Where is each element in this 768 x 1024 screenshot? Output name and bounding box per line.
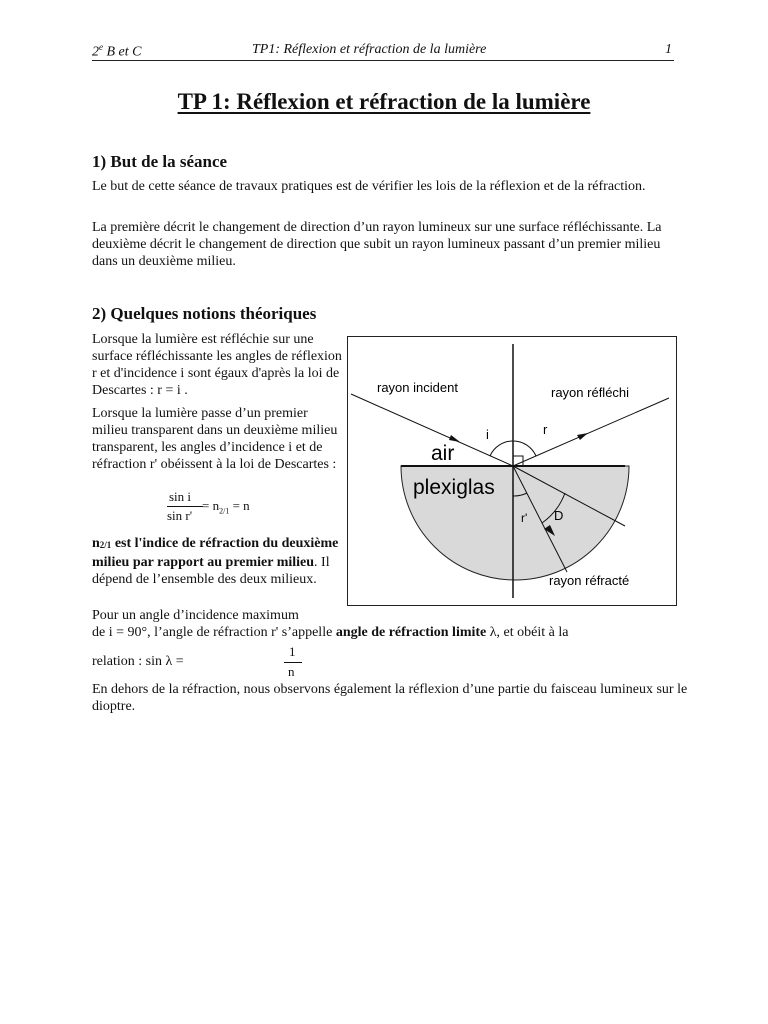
- section-1-paragraph-1: Le but de cette séance de travaux pratiques est de vérifier les lois de la réflexion et de la réfraction.: [92, 179, 646, 194]
- reflection-law-paragraph: Lorsque la lumière est réfléchie sur une surface réfléchissante les angles de réflexion r et d'incidence i sont égaux d'après la loi de Descartes : r = i .: [92, 332, 342, 398]
- formula-denominator: sin r': [167, 508, 193, 523]
- formula-rhs: = $n_{2/1} = n$: [202, 498, 250, 516]
- angle-i-label: i: [486, 427, 489, 442]
- page-number: 1: [665, 42, 672, 57]
- section-1-paragraph-2: La première décrit le changement de direction d’un rayon lumineux sur une surface réfléchissante. La deuxième décrit le changement de direction que subit un rayon lumineux passant d’un premier milieu dans un deuxième milieu.: [92, 220, 662, 269]
- index-definition-paragraph: $n_{2/1}$ est l'indice de réfraction du deuxième milieu par rapport au premier milieu. Il dépend de l’ensemble des deux milieux.: [92, 536, 339, 587]
- air-label: air: [431, 442, 455, 465]
- snell-formula: [165, 489, 305, 525]
- section-2-heading: 2) Quelques notions théoriques: [92, 304, 317, 323]
- angle-r-prime-label: r': [521, 511, 528, 525]
- limit-angle-line-2: de i = 90°, l’angle de réfraction r' s’appelle angle de réfraction limite λ, et obéit à la: [92, 625, 569, 640]
- relation-denominator: n: [288, 664, 295, 679]
- angle-r-label: r: [543, 422, 548, 437]
- running-header: [92, 42, 674, 61]
- header-class: 2e B et C: [92, 42, 142, 60]
- header-title: TP1: Réflexion et réfraction de la lumière: [252, 42, 487, 57]
- formula-numerator: sin i: [169, 489, 192, 504]
- partial-reflection-paragraph: En dehors de la réfraction, nous observons également la réflexion d’une partie du faisceau lumineux sur le dioptre.: [92, 682, 688, 714]
- refracted-ray-label: rayon réfracté: [549, 573, 630, 588]
- reflected-ray-label: rayon réfléchi: [551, 385, 630, 400]
- refraction-law-paragraph: Lorsque la lumière passe d’un premier milieu transparent dans un deuxième milieu transparent, les angles d’incidence i et de réfraction r' obéissent à la loi de Descartes :: [92, 406, 338, 472]
- refraction-diagram: [347, 336, 677, 606]
- angle-d-label: D: [554, 508, 564, 523]
- limit-angle-line-1: Pour un angle d’incidence maximum: [92, 608, 299, 623]
- relation-text: relation : sin λ =: [92, 654, 184, 669]
- limit-angle-relation: [92, 644, 392, 682]
- relation-numerator: 1: [289, 644, 296, 659]
- incident-ray-label: rayon incident: [377, 380, 458, 395]
- section-1-heading: 1) But de la séance: [92, 152, 228, 171]
- fraction-bar: [167, 506, 203, 507]
- fraction-bar: [284, 662, 302, 663]
- document-title: TP 1: Réflexion et réfraction de la lumière: [177, 89, 591, 114]
- plexiglas-label: plexiglas: [413, 476, 495, 499]
